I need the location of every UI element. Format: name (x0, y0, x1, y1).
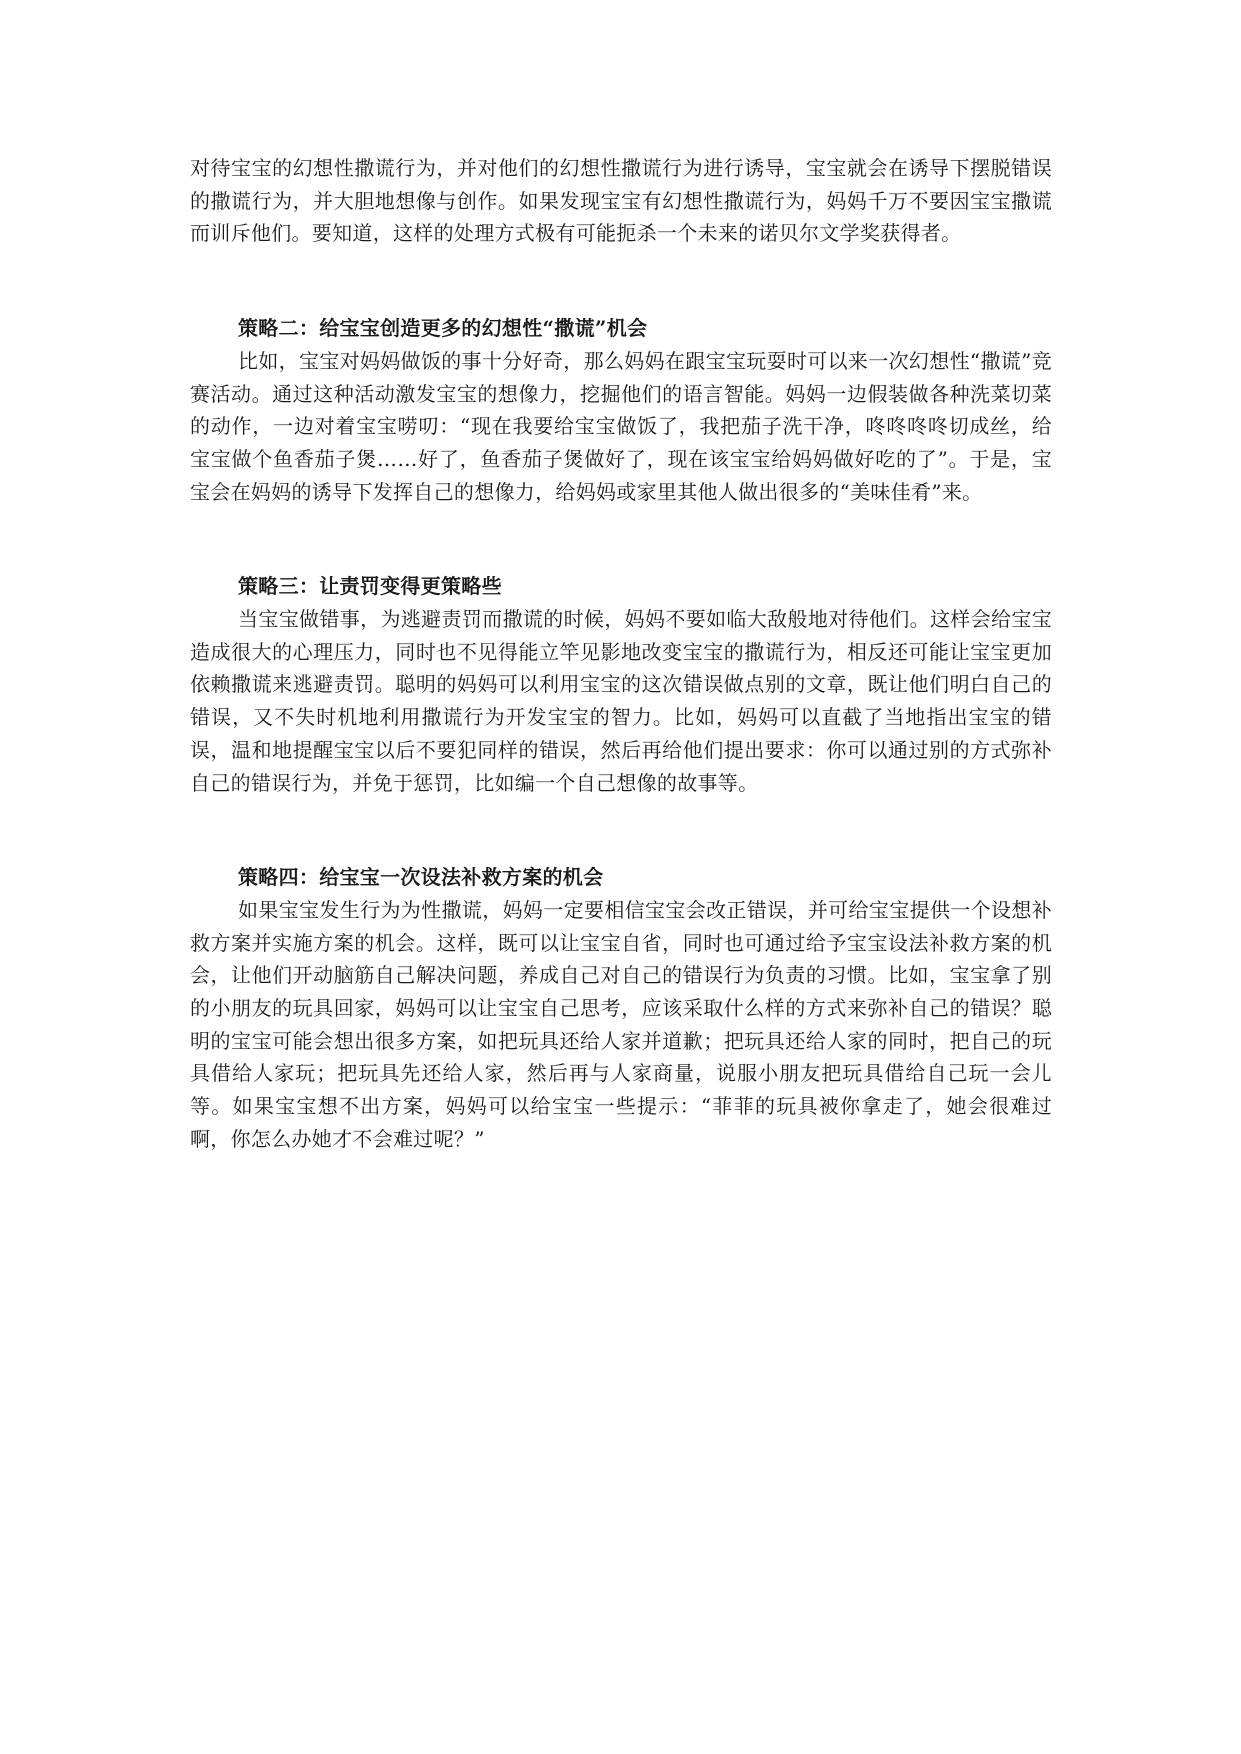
section-heading: 策略四：给宝宝一次设法补救方案的机会 (238, 865, 604, 890)
intro-paragraph: 对待宝宝的幻想性撒谎行为，并对他们的幻想性撒谎行为进行诱导，宝宝就会在诱导下摆脱错误的撒谎行为，并大胆地想像与创作。如果发现宝宝有幻想性撒谎行为，妈妈千万不要因宝宝撒谎而训斥他们。要知道，这样的处理方式极有可能扼杀一个未来的诺贝尔文学奖获得者。 (190, 156, 1052, 246)
document-page (190, 152, 1052, 1156)
section-heading: 策略二：给宝宝创造更多的幻想性“撒谎”机会 (238, 316, 648, 341)
section-strategy-4 (190, 861, 1052, 1155)
section-body: 如果宝宝发生行为为性撒谎，妈妈一定要相信宝宝会改正错误，并可给宝宝提供一个设想补救方案并实施方案的机会。这样，既可以让宝宝自省，同时也可通过给予宝宝设法补救方案的机会，让他们开动脑筋自己解决问题，养成自己对自己的错误行为负责的习惯。比如，宝宝拿了别的小朋友的玩具回家，妈妈可以让宝宝自己思考，应该采取什么样的方式来弥补自己的错误？聪明的宝宝可能会想出很多方案，如把玩具还给人家并道歉；把玩具还给人家的同时，把自己的玩具借给人家玩；把玩具先还给人家，然后再与人家商量，说服小朋友把玩具借给自己玩一会儿等。如果宝宝想不出方案，妈妈可以给宝宝一些提示：“菲菲的玩具被你拿走了，她会很难过啊，你怎么办她才不会难过呢？” (190, 897, 1052, 1151)
section-strategy-2 (190, 312, 1052, 508)
section-body: 比如，宝宝对妈妈做饭的事十分好奇，那么妈妈在跟宝宝玩耍时可以来一次幻想性“撒谎”竞赛活动。通过这种活动激发宝宝的想像力，挖掘他们的语言智能。妈妈一边假装做各种洗菜切菜的动作，一边对着宝宝唠叨：“现在我要给宝宝做饭了，我把茄子洗干净，咚咚咚咚切成丝，给宝宝做个鱼香茄子煲……好了，鱼香茄子煲做好了，现在该宝宝给妈妈做好吃的了”。于是，宝宝会在妈妈的诱导下发挥自己的想像力，给妈妈或家里其他人做出很多的“美味佳肴”来。 (190, 348, 1052, 504)
section-strategy-3 (190, 570, 1052, 799)
section-body: 当宝宝做错事，为逃避责罚而撒谎的时候，妈妈不要如临大敌般地对待他们。这样会给宝宝造成很大的心理压力，同时也不见得能立竿见影地改变宝宝的撒谎行为，相反还可能让宝宝更加依赖撒谎来逃避责罚。聪明的妈妈可以利用宝宝的这次错误做点别的文章，既让他们明白自己的错误，又不失时机地利用撒谎行为开发宝宝的智力。比如，妈妈可以直截了当地指出宝宝的错误，温和地提醒宝宝以后不要犯同样的错误，然后再给他们提出要求：你可以通过别的方式弥补自己的错误行为，并免于惩罚，比如编一个自己想像的故事等。 (190, 607, 1052, 795)
section-heading: 策略三：让责罚变得更策略些 (238, 574, 502, 599)
